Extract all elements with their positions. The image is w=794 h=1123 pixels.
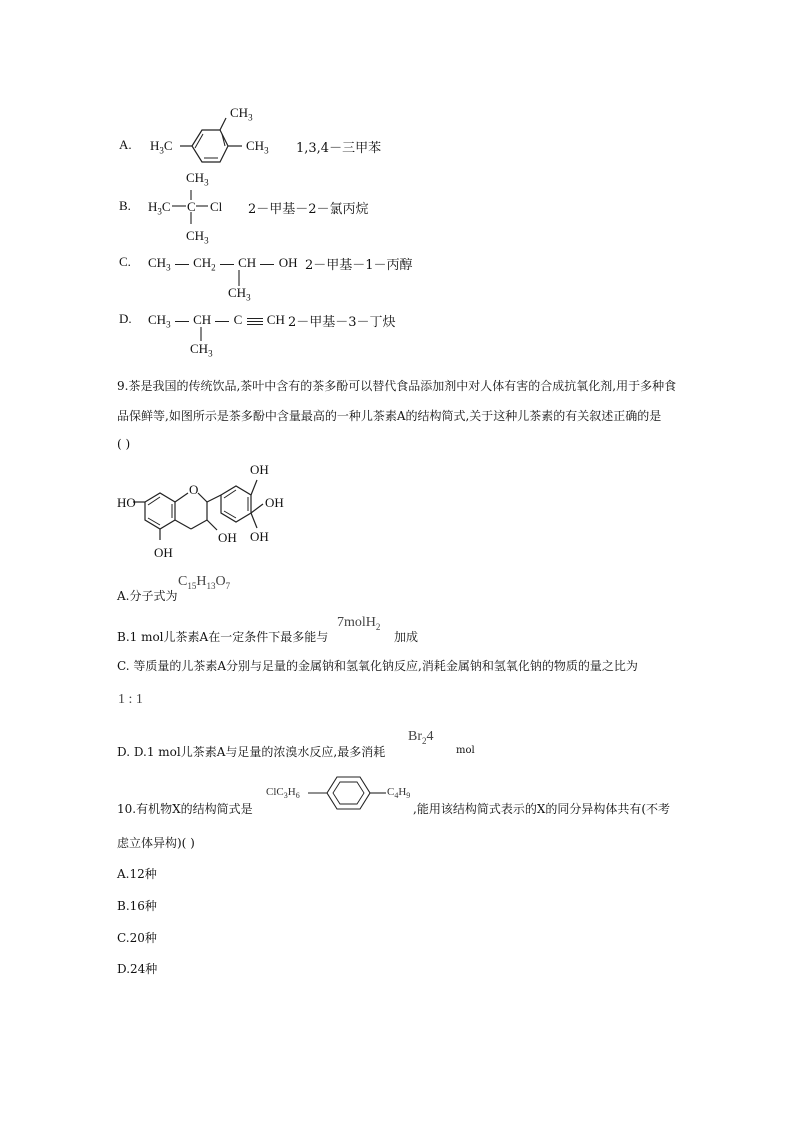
option-8b-main: $H_3C$ bbox=[148, 199, 171, 217]
q10-stem-suffix: ,能用该结构简式表示的X的同分异构体共有(不考 bbox=[413, 802, 671, 816]
q10-option-c: C.20种 bbox=[117, 931, 157, 945]
option-8a-name: 1,3,4－三甲苯 bbox=[296, 141, 382, 156]
catechin-structure bbox=[115, 460, 315, 570]
option-8b-top: $CH_3$ bbox=[186, 170, 209, 188]
catechin-label-oh-bottom-left: OH bbox=[154, 545, 173, 560]
q10-stem-prefix: 10.有机物X的结构简式是 bbox=[117, 802, 253, 816]
q9-stem-line1: 9.茶是我国的传统饮品,茶叶中含有的茶多酚可以替代食品添加剂中对人体有害的合成抗氧化剂,用于多种食 bbox=[117, 379, 677, 393]
q10-option-a: A.12种 bbox=[117, 867, 157, 881]
q9-option-d-unit: mol bbox=[456, 745, 475, 756]
option-8a-right-group: $CH_3$ bbox=[246, 138, 269, 156]
catechin-label-oh-bottom-right: OH bbox=[250, 529, 269, 544]
option-8d-chain: $CH_3$ CH C CH bbox=[148, 312, 285, 330]
option-8d-label: D. bbox=[119, 311, 132, 326]
q9-option-d: D. D.1 mol儿茶素A与足量的浓溴水反应,最多消耗 bbox=[117, 745, 386, 759]
q10-benzene-ring bbox=[300, 772, 400, 822]
q10-option-d: D.24种 bbox=[117, 962, 158, 976]
option-8b-label: B. bbox=[119, 198, 131, 213]
option-8c-chain: $CH_3$ $CH_2$ CH OH bbox=[148, 255, 298, 273]
option-8d-name: 2－甲基－3－丁炔 bbox=[288, 315, 396, 330]
option-8d-bottom: $CH_3$ bbox=[190, 341, 213, 359]
q9-stem-line2: 品保鲜等,如图所示是茶多酚中含量最高的一种儿茶素A的结构简式,关于这种儿茶素的有关叙述正确的是 bbox=[117, 409, 662, 423]
option-8a bbox=[119, 137, 132, 153]
option-label: A. bbox=[119, 137, 132, 152]
option-8a-left-group: $H_3C$ bbox=[150, 138, 173, 156]
q9-option-d-formula: $Br_24$ bbox=[408, 729, 434, 746]
catechin-label-o-ring: O bbox=[189, 482, 199, 497]
q10-left-group: $ClC_3H_6$ bbox=[266, 786, 300, 801]
catechin-label-oh-right: OH bbox=[265, 495, 284, 510]
option-8b-center: C bbox=[187, 199, 196, 214]
q9-option-a-formula: $C_{15}H_{13}O_7$ bbox=[178, 574, 231, 591]
option-8b-right: Cl bbox=[210, 199, 223, 214]
option-8c-bottom: $CH_3$ bbox=[228, 285, 251, 303]
q9-option-a: A.分子式为 bbox=[117, 589, 178, 603]
catechin-label-oh-top: OH bbox=[250, 462, 269, 477]
catechin-label-oh-mid: OH bbox=[218, 530, 237, 545]
q9-option-b-tail: 加成 bbox=[394, 630, 419, 644]
q9-option-c-ratio: 1 : 1 bbox=[118, 692, 143, 707]
q9-answer-blank: ( ) bbox=[117, 437, 131, 451]
option-8b-bottom: $CH_3$ bbox=[186, 228, 209, 246]
option-8a-top-group: $CH_3$ bbox=[230, 105, 253, 123]
q10-option-b: B.16种 bbox=[117, 899, 157, 913]
q9-option-b: B.1 mol儿茶素A在一定条件下最多能与 bbox=[117, 630, 329, 644]
q10-stem-line2: 虑立体异构)( ) bbox=[117, 836, 195, 850]
benzene-ring-8a bbox=[180, 118, 240, 168]
option-8c-label: C. bbox=[119, 254, 131, 269]
q9-option-c: C. 等质量的儿茶素A分别与足量的金属钠和氢氧化钠反应,消耗金属钠和氢氧化钠的物质的量之比为 bbox=[117, 659, 638, 673]
q10-right-group: $C_4H_9$ bbox=[387, 786, 411, 801]
catechin-label-ho-left: HO bbox=[117, 495, 136, 510]
option-8c-name: 2－甲基－1－丙醇 bbox=[305, 258, 413, 273]
q9-option-b-formula: 7molH$_2$ bbox=[337, 615, 381, 632]
option-8b-name: 2－甲基－2－氯丙烷 bbox=[248, 202, 369, 217]
